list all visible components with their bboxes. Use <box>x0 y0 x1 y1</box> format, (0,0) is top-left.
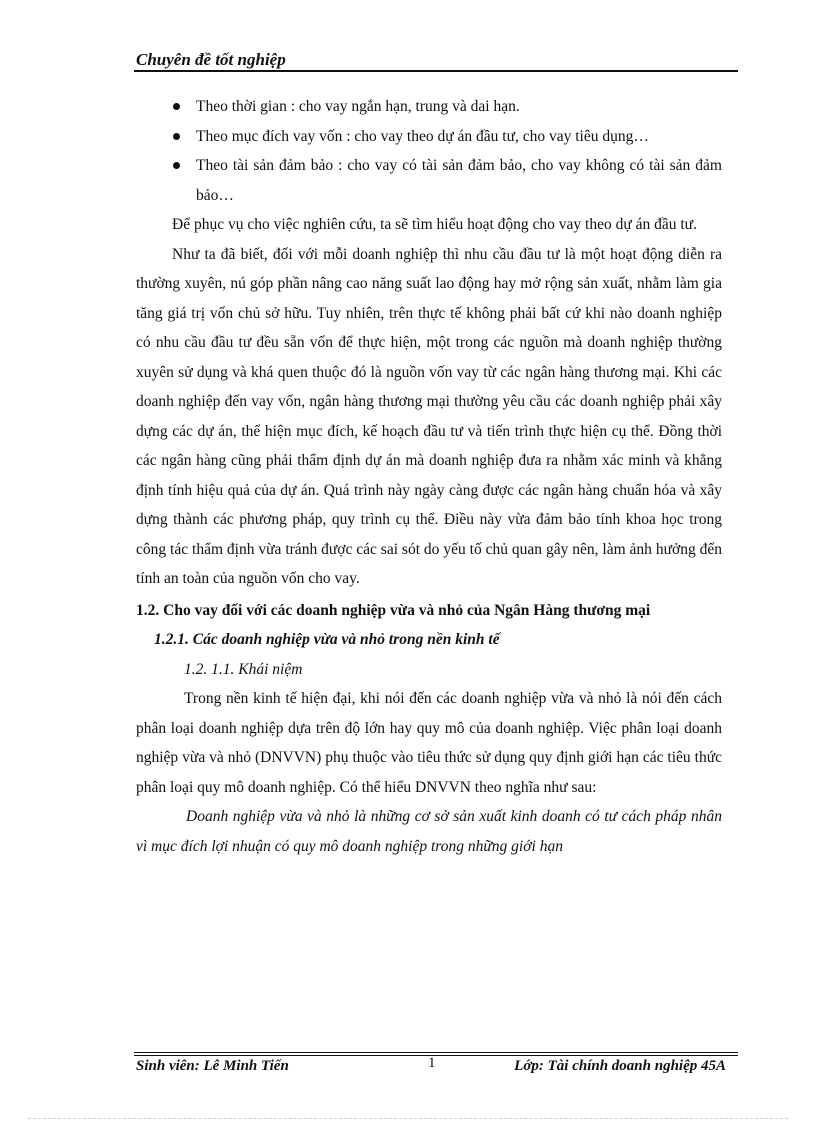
document-body <box>136 92 722 861</box>
footer-student-name: Sinh viên: Lê Minh Tiến <box>136 1058 289 1074</box>
bullet-icon <box>173 133 180 140</box>
subsubsection-heading: 1.2. 1.1. Khái niệm <box>184 660 303 678</box>
page-number: 1 <box>428 1055 436 1071</box>
bullet-icon <box>173 103 180 110</box>
bullet-list <box>136 92 722 210</box>
page-header-title: Chuyên đề tốt nghiệp <box>136 50 286 69</box>
footer-divider <box>134 1052 738 1053</box>
list-item <box>136 92 722 122</box>
paragraph-research-scope: Để phục vụ cho việc nghiên cứu, ta sẽ tìm hiểu hoạt động cho vay theo dự án đầu tư. <box>172 216 697 233</box>
subsection-heading: 1.2.1. Các doanh nghiệp vừa và nhỏ trong nền kinh tế <box>154 631 500 648</box>
footer-divider-double <box>134 1055 738 1056</box>
bullet-text: Theo tài sản đảm bảo : cho vay có tài sản đảm bảo, cho vay không có tài sản đảm bảo… <box>196 157 722 204</box>
bullet-text: Theo thời gian : cho vay ngắn hạn, trung và dai hạn. <box>196 98 520 115</box>
bullet-text: Theo mục đích vay vốn : cho vay theo dự án đầu tư, cho vay tiêu dụng… <box>196 127 649 145</box>
section-heading: 1.2. Cho vay đối với các doanh nghiệp vừa và nhỏ của Ngân Hàng thương mại <box>136 601 651 619</box>
paragraph-sme-definition: Trong nền kinh tế hiện đại, khi nói đến các doanh nghiệp vừa và nhỏ là nói đến cách phân loại doanh nghiệp dựa trên độ lớn hay quy mô của doanh nghiệp. Việc phân loại doanh nghiệp vừa và nhỏ (DNVVN) phụ thuộc vào tiêu thức sử dụng quy định giới hạn các tiêu thức phân loại quy mô doanh nghiệp. Có thể hiểu DNVVN theo nghĩa như sau: <box>136 690 722 796</box>
bullet-icon <box>173 162 180 169</box>
header-divider <box>134 70 738 72</box>
list-item <box>136 151 722 210</box>
footer-class-name: Lớp: Tài chính doanh nghiệp 45A <box>514 1058 726 1074</box>
paragraph-sme-quote: Doanh nghiệp vừa và nhỏ là những cơ sở sản xuất kinh doanh có tư cách pháp nhân vì mục đích lợi nhuận có quy mô doanh nghiệp trong những giới hạn <box>136 808 722 855</box>
list-item <box>136 122 722 152</box>
paragraph-investment-loans: Như ta đã biết, đối với mỗi doanh nghiệp thì nhu cầu đầu tư là một hoạt động diễn ra thường xuyên, nú góp phần nâng cao năng suất lao động hay mở rộng sản xuất, nhằm làm gia tăng giá trị vốn chủ sở hữu. Tuy nhiên, trên thực tế không phải bất cứ khi nào doanh nghiệp có nhu cầu đầu tư đều sẵn vốn để thực hiện, một trong các nguồn mà doanh nghiệp thường xuyên sử dụng và khá quen thuộc đó là nguồn vốn vay từ các ngân hàng thương mại. Khi các doanh nghiệp đến vay vốn, ngân hàng thương mại thường yêu cầu các doanh nghiệp phải xây dựng các dự án, thể hiện mục đích, kế hoạch đầu tư và tiến trình thực hiện cụ thể. Đồng thời các ngân hàng cũng phải thẩm định dự án mà doanh nghiệp đưa ra nhằm xác minh và khẳng định tính hiệu quả của dự án. Quá trình này ngày càng được các ngân hàng chuẩn hóa và xây dựng thành các phương pháp, quy trình cụ thể. Điều này vừa đảm bảo tính khoa học trong công tác thẩm định vừa tránh được các sai sót do yếu tố chủ quan gây nên, làm ảnh hưởng đến tính an toàn của nguồn vốn cho vay. <box>136 245 722 587</box>
page-boundary <box>28 1118 788 1119</box>
